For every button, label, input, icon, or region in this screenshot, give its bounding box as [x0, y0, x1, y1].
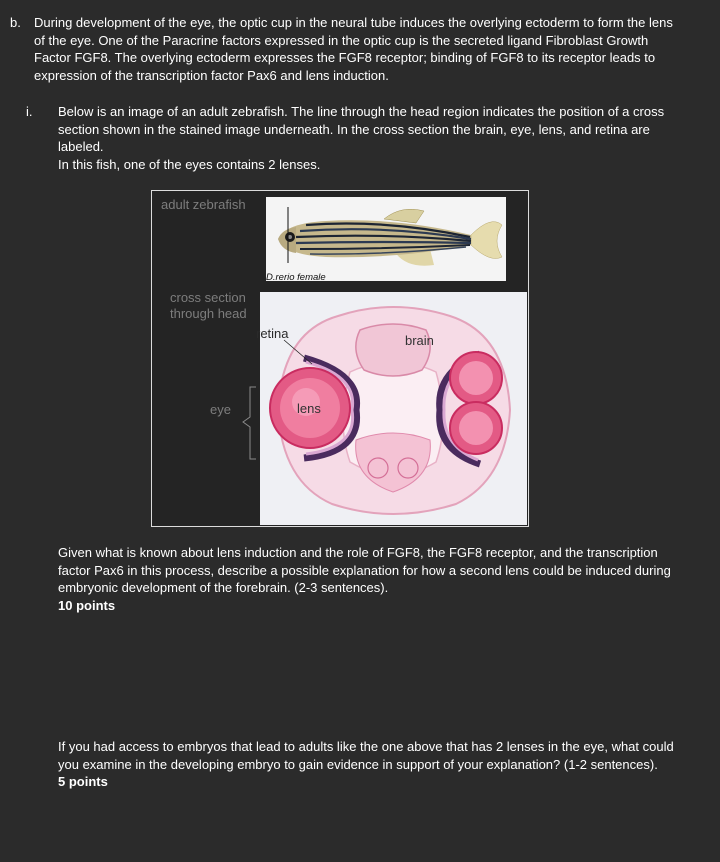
part-i-content — [58, 103, 688, 173]
label-brain: brain — [405, 333, 434, 348]
fish-caption: D.rerio female — [266, 272, 326, 283]
question-1-text: Given what is known about lens induction and the role of FGF8, the FGF8 receptor, and the transcription factor Pax6 in this process, describe a possible explanation for how a second lens could be induced during embryonic development of the forebrain. (2-3 sentences). — [58, 545, 671, 595]
question-1 — [58, 544, 693, 614]
question-1-points: 10 points — [58, 597, 116, 613]
part-i-marker: i. — [26, 104, 33, 119]
question-2-points: 5 points — [58, 774, 108, 789]
part-b-text: During development of the eye, the optic cup in the neural tube induces the overlying ectoderm to form the lens of the eye. One of the Paracrine factors expressed in the optic cup is the secreted ligand Fibroblast Growth Factor FGF8. The overlying ectoderm expresses the FGF8 receptor; binding of FGF8 to its receptor leads to expression of the transcription factor Pax6 and lens induction. — [34, 15, 673, 83]
eye-bracket — [234, 385, 258, 461]
part-i-text: Below is an image of an adult zebrafish. The line through the head region indicates the position of a cross section shown in the stained image underneath. In the cross section the brain, eye, lens, and retina are labeled. — [58, 104, 665, 154]
part-i-text2: In this fish, one of the eyes contains 2 lenses. — [58, 156, 321, 172]
zebrafish-figure — [151, 190, 529, 527]
label-eye: eye — [210, 402, 231, 417]
label-lens: lens — [297, 401, 321, 416]
label-adult-zebrafish: adult zebrafish — [161, 197, 246, 212]
part-b-marker: b. — [10, 15, 21, 30]
question-2-text: If you had access to embryos that lead to adults like the one above that has 2 lenses in the eye, what could you examine in the developing embryo to gain evidence in support of your explanation? (1-2 sentences). — [58, 739, 674, 772]
cross-section-photo — [260, 292, 527, 525]
question-2 — [58, 738, 693, 791]
label-retina: retina — [256, 326, 289, 341]
label-cross-section: cross section through head — [170, 290, 247, 321]
